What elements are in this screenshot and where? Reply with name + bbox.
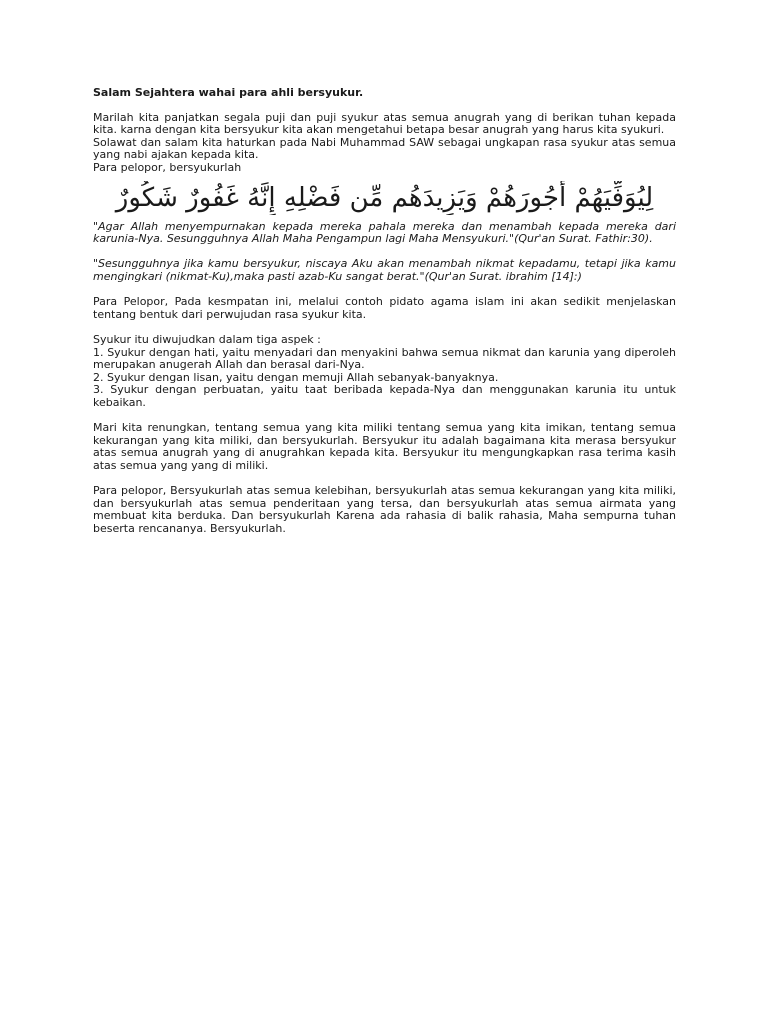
intro-paragraph-1: Marilah kita panjatkan segala puji dan puji syukur atas semua anugrah yang di berikan tuhan kepada kita. karna dengan kita bersyukur kita akan mengetahui betapa besar anugrah yang harus kita syukuri.	[93, 110, 676, 137]
intro-paragraph-3: Para pelopor, bersyukurlah	[93, 160, 242, 174]
paragraph-renungkan: Mari kita renungkan, tentang semua yang kita miliki tentang semua yang kita imikan, tentang semua kekurangan yang kita miliki, dan bersyukurlah. Bersyukur itu adalah bagaimana kita merasa bersyukur atas semua anugrah yang di anugrahkan kepada kita. Bersyukur itu mengungkapkan rasa terima kasih atas semua yang yang di miliki.	[93, 421, 676, 472]
aspek-intro: Syukur itu diwujudkan dalam tiga aspek :	[93, 332, 321, 346]
quote-fathir: "Agar Allah menyempurnakan kepada mereka pahala mereka dan menambah kepada mereka dari karunia-Nya. Sesungguhnya Allah Maha Pengampun lagi Maha Mensyukuri."(Qur'an Surat. Fathir:30).	[93, 219, 676, 246]
aspek-list	[93, 347, 676, 410]
spacer	[93, 99, 676, 112]
arabic-verse: لِيُوَفِّيَهُمْ أُجُورَهُمْ وَيَزِيدَهُم مِّن فَضْلِهِ إِنَّهُ غَفُورٌ شَكُورٌ	[115, 182, 654, 213]
aspek-item: 2. Syukur dengan lisan, yaitu dengan memuji Allah sebanyak-banyaknya.	[93, 370, 499, 384]
document-page	[93, 86, 676, 535]
paragraph-pelopor: Para Pelopor, Pada kesmpatan ini, melalui contoh pidato agama islam ini akan sedikit menjelaskan tentang bentuk dari perwujudan rasa syukur kita.	[93, 295, 676, 321]
quote-ibrahim: "Sesungguhnya jika kamu bersyukur, niscaya Aku akan menambah nikmat kepadamu, tetapi jika kamu mengingkari (nikmat-Ku),maka pasti azab-Ku sangat berat."(Qur'an Surat. ibrahim [14]:)	[93, 257, 676, 283]
intro-paragraph-2: Solawat dan salam kita haturkan pada Nabi Muhammad SAW sebagai ungkapan rasa syukur atas semua yang nabi ajakan kepada kita.	[93, 135, 676, 162]
aspek-item: 3. Syukur dengan perbuatan, yaitu taat beribada kepada-Nya dan menggunakan karunia itu untuk kebaikan.	[93, 383, 676, 409]
paragraph-penutup: Para pelopor, Bersyukurlah atas semua kelebihan, bersyukurlah atas semua kekurangan yang kita miliki, dan bersyukurlah atas semua penderitaan yang tersa, dan bersyukurlah atas semua airmata yang membuat kita berduka. Dan bersyukurlah Karena ada rahasia di balik rahasia, Maha sempurna tuhan beserta rencananya. Bersyukurlah.	[93, 484, 676, 535]
aspek-item: 1. Syukur dengan hati, yaitu menyadari dan menyakini bahwa semua nikmat dan karunia yang diperoleh merupakan anugerah Allah dan berasal dari-Nya.	[93, 345, 676, 372]
document-title: Salam Sejahtera wahai para ahli bersyukur.	[93, 86, 364, 99]
